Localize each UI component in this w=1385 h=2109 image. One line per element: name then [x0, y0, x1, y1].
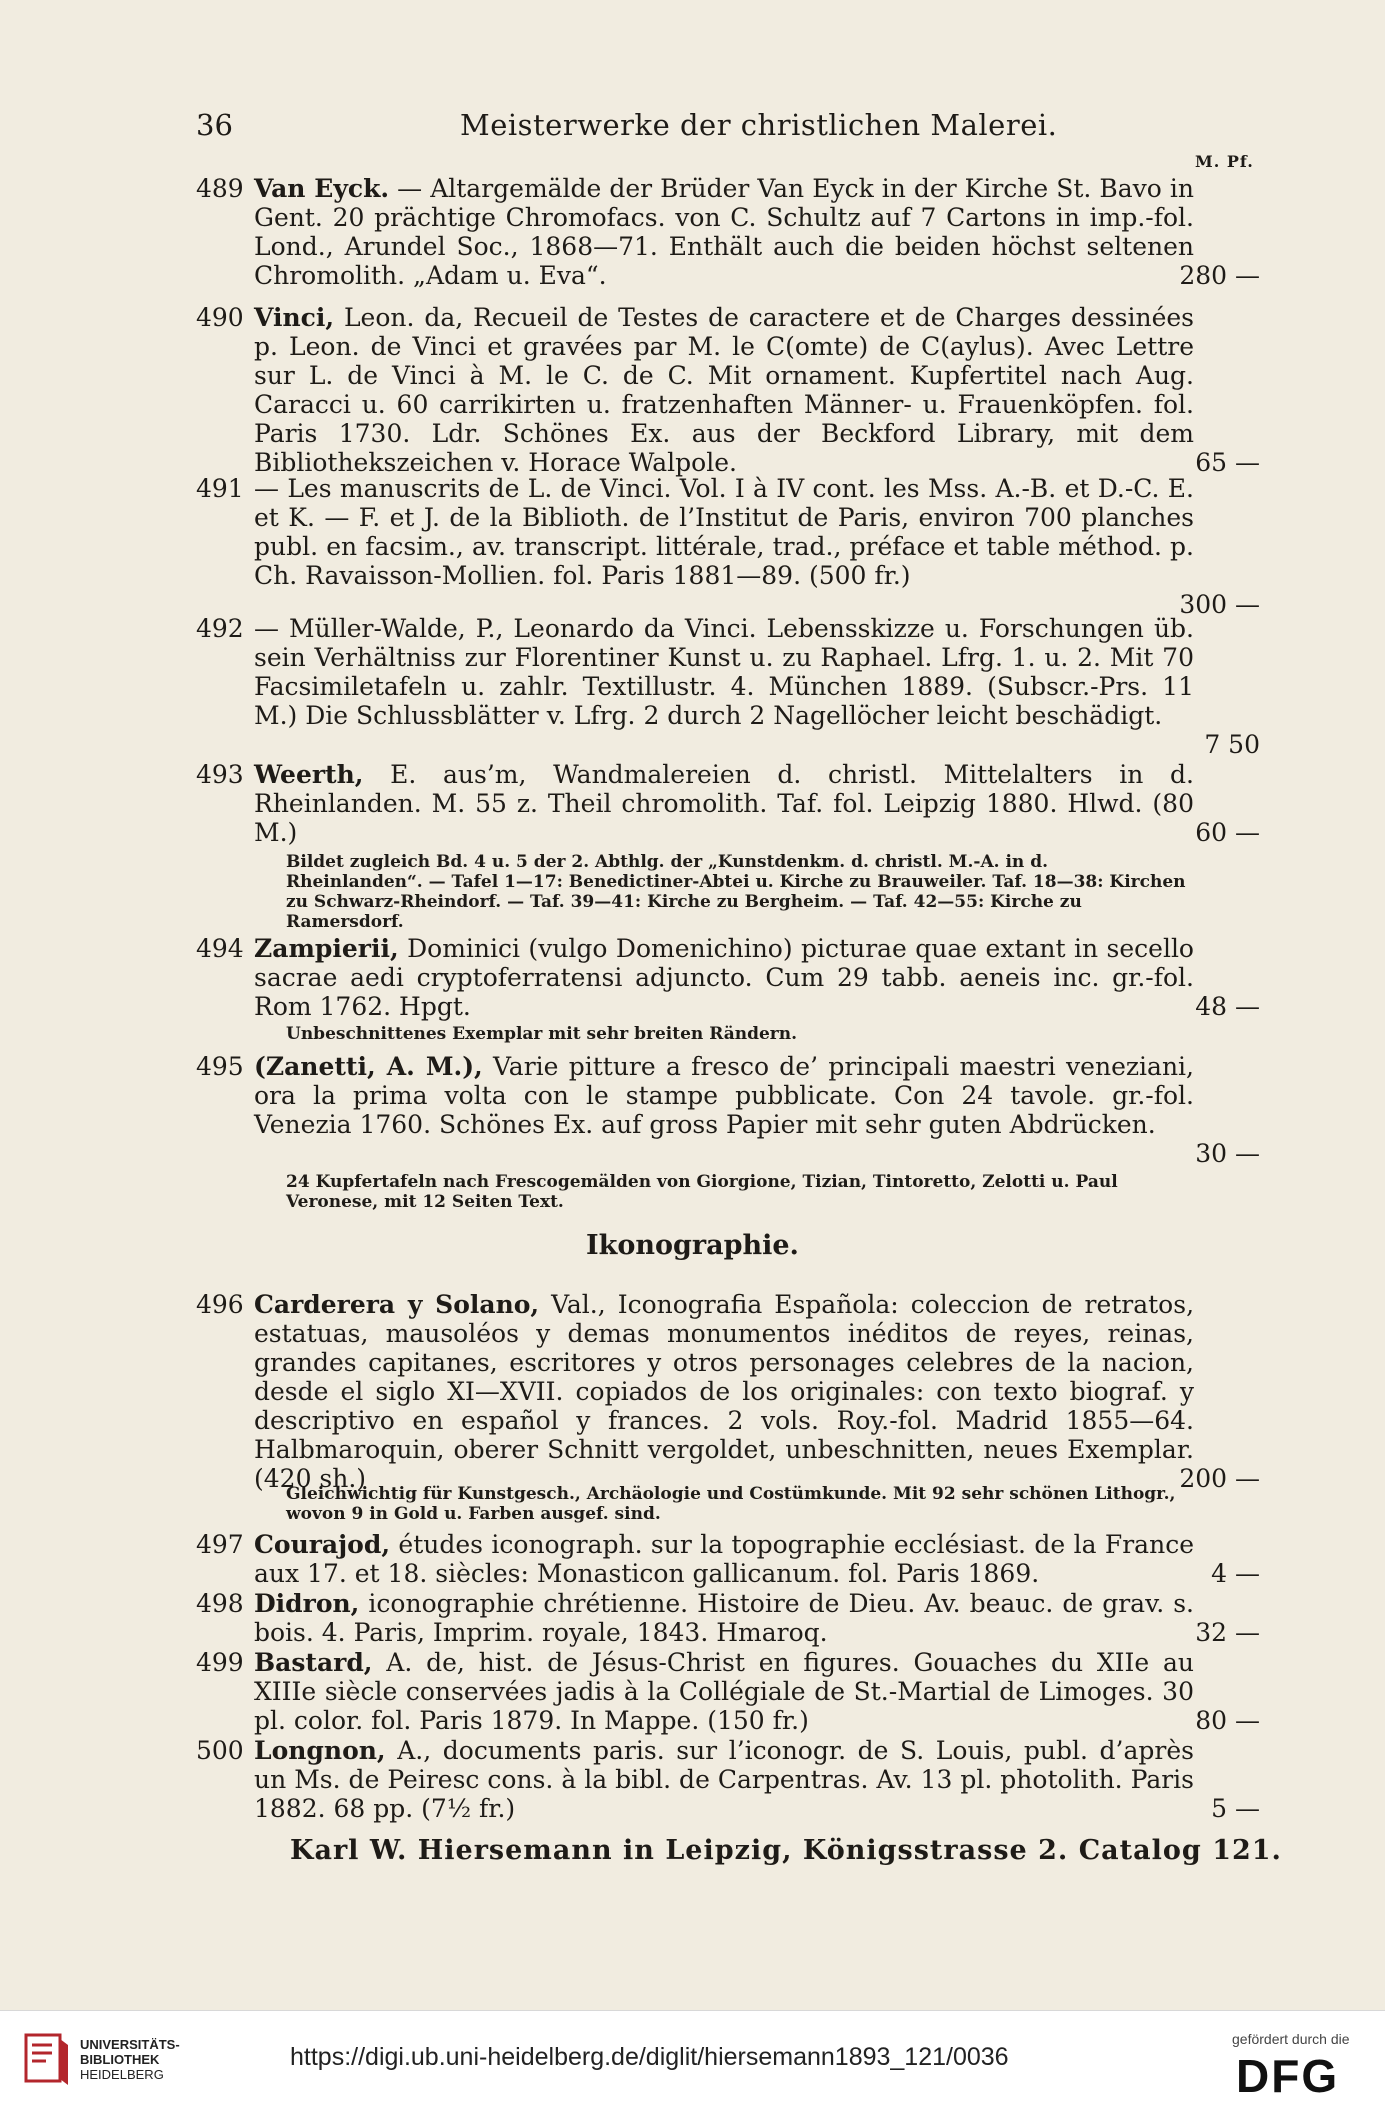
entry-author: Van Eyck.: [254, 174, 390, 203]
university-library-logo-icon: [22, 2029, 72, 2089]
entry-price: 48 —: [1195, 992, 1260, 1021]
entry-text: [254, 1290, 1194, 1493]
entry-author: Longnon,: [254, 1736, 386, 1765]
entry-description: Leon. da, Recueil de Testes de caractere et de Charges dessinées p. Leon. de Vinci et gravées par M. le C(omte) de C(aylus). Avec Lettre sur L. de Vinci à M. le C. de C. Mit ornament. Kupfertitel nach Aug. Caracci u. 60 carrikirten u. fratzenhaften Männer- u. Frauenköpfen. fol. Paris 1730. Ldr. Schönes Ex. aus der Beckford Library, mit dem Bibliothekszeichen v. Horace Walpole.: [254, 303, 1194, 477]
entry-number: 495: [196, 1052, 244, 1081]
entry-text: [254, 760, 1194, 847]
entry-description: Varie pitture a fresco de’ principali maestri veneziani, ora la prima volta con le stampe pubblicate. Con 24 tavole. gr.-fol. Venezia 1760. Schönes Ex. auf gross Papier mit sehr guten Abdrücken.: [254, 1052, 1194, 1139]
entry-description: E. aus’m, Wandmalereien d. christl. Mittelalters in d. Rheinlanden. M. 55 z. Theil chromolith. Taf. fol. Leipzig 1880. Hlwd. (80 M.): [254, 760, 1194, 847]
entry-number: 491: [196, 474, 244, 503]
entry-number: 498: [196, 1589, 244, 1618]
entry-text: [254, 1530, 1194, 1588]
entry-author: Zampierii,: [254, 934, 399, 963]
entry-note: Unbeschnittenes Exemplar mit sehr breiten Rändern.: [286, 1024, 798, 1044]
entry-number: 496: [196, 1290, 244, 1319]
funded-by-label: gefördert durch die: [1232, 2031, 1350, 2047]
entry-price: 7 50: [1204, 730, 1260, 759]
footer-bar: [0, 2010, 1385, 2109]
library-name-line: UNIVERSITÄTS-: [80, 2037, 180, 2052]
entry-price: 5 —: [1211, 1794, 1260, 1823]
page-number: 36: [196, 108, 233, 142]
entry-number: 500: [196, 1736, 244, 1765]
entry-author: Bastard,: [254, 1648, 373, 1677]
entry-price: 80 —: [1195, 1706, 1260, 1735]
entry-text: [254, 1589, 1194, 1647]
entry-text: [254, 474, 1194, 590]
entry-text: [254, 303, 1194, 477]
running-head: [196, 108, 1186, 148]
entry-number: 492: [196, 614, 244, 643]
entry-number: 494: [196, 934, 244, 963]
entry-author: Weerth,: [254, 760, 364, 789]
library-name-line: HEIDELBERG: [80, 2067, 164, 2082]
entry-price: 60 —: [1195, 818, 1260, 847]
entry-description: — Müller-Walde, P., Leonardo da Vinci. Lebensskizze u. Forschungen üb. sein Verhältniss zur Florentiner Kunst u. zu Raphael. Lfrg. 1. u. 2. Mit 70 Facsimiletafeln u. zahlr. Textillustr. 4. München 1889. (Subscr.-Prs. 11 M.) Die Schlussblätter v. Lfrg. 2 durch 2 Nagellöcher leicht beschädigt.: [254, 614, 1194, 730]
entry-description: A., documents paris. sur l’iconogr. de S. Louis, publ. d’après un Ms. de Peiresc cons. à la bibl. de Carpentras. Av. 13 pl. photolith. Paris 1882. 68 pp. (7½ fr.): [254, 1736, 1194, 1823]
entry-description: iconographie chrétienne. Histoire de Dieu. Av. beauc. de grav. s. bois. 4. Paris, Imprim. royale, 1843. Hmaroq.: [254, 1589, 1194, 1647]
entry-text: [254, 1052, 1194, 1139]
entry-note: 24 Kupfertafeln nach Frescogemälden von Giorgione, Tizian, Tintoretto, Zelotti u. Paul Veronese, mit 12 Seiten Text.: [286, 1172, 1118, 1212]
dfg-logo: DFG: [1236, 2050, 1340, 2102]
entry-text: [254, 614, 1194, 730]
entry-price: 280 —: [1179, 261, 1260, 290]
entry-description: Dominici (vulgo Domenichino) picturae quae extant in secello sacrae aedi cryptoferratensi adjuncto. Cum 29 tabb. aeneis inc. gr.-fol. Rom 1762. Hpgt.: [254, 934, 1194, 1021]
permalink-url[interactable]: https://digi.ub.uni-heidelberg.de/diglit/hiersemann1893_121/0036: [290, 2043, 1009, 2071]
price-column-header: M. Pf.: [1195, 152, 1254, 171]
entry-description: études iconograph. sur la topographie ecclésiast. de la France aux 17. et 18. siècles: Monasticon gallicanum. fol. Paris 1869.: [254, 1530, 1194, 1588]
entry-text: [254, 174, 1194, 290]
entry-text: [254, 1648, 1194, 1735]
entry-number: 497: [196, 1530, 244, 1559]
entry-price: 30 —: [1195, 1139, 1260, 1168]
library-name-line: BIBLIOTHEK: [80, 2052, 160, 2067]
entry-description: Val., Iconografia Española: coleccion de retratos, estatuas, mausoléos y demas monumentos inéditos de reyes, reinas, grandes capitanes, escritores y otros personages celebres de la nacion, desde el siglo XI—XVII. copiados de los originales: con texto biograf. y descriptivo en español y frances. 2 vols. Roy.-fol. Madrid 1855—64. Halbmaroquin, oberer Schnitt vergoldet, unbeschnitten, neues Exemplar. (420 sh.): [254, 1290, 1195, 1493]
entry-price: 200 —: [1179, 1464, 1260, 1493]
entry-number: 490: [196, 303, 244, 332]
entry-note: Gleichwichtig für Kunstgesch., Archäologie und Costümkunde. Mit 92 sehr schönen Lithogr., wovon 9 in Gold u. Farben ausgef. sind.: [286, 1484, 1176, 1524]
entry-price: 65 —: [1195, 448, 1260, 477]
entry-description: — Les manuscrits de L. de Vinci. Vol. I à IV cont. les Mss. A.-B. et D.-C. E. et K. — F. et J. de la Biblioth. de l’Institut de Paris, environ 700 planches publ. en facsim., av. transcript. littérale, trad., préface et table méthod. p. Ch. Ravaisson-Mollien. fol. Paris 1881—89. (500 fr.): [254, 474, 1194, 590]
entry-author: Didron,: [254, 1589, 360, 1618]
entry-number: 489: [196, 174, 244, 203]
entry-description: A. de, hist. de Jésus-Christ en figures. Gouaches du XIIe au XIIIe siècle conservées jadis à la Collégiale de St.-Martial de Limoges. 30 pl. color. fol. Paris 1879. In Mappe. (150 fr.): [254, 1648, 1194, 1735]
entry-note: Bildet zugleich Bd. 4 u. 5 der 2. Abthlg. der „Kunstdenkm. d. christl. M.-A. in d. Rheinlanden“. — Tafel 1—17: Benedictiner-Abtei u. Kirche zu Brauweiler. Taf. 18—38: Kirchen zu Schwarz-Rheindorf. — Taf. 39—41: Kirche zu Bergheim. — Taf. 42—55: Kirche zu Ramersdorf.: [286, 852, 1186, 932]
entry-text: [254, 1736, 1194, 1823]
entry-description: — Altargemälde der Brüder Van Eyck in der Kirche St. Bavo in Gent. 20 prächtige Chromofacs. von C. Schultz auf 7 Cartons in imp.-fol. Lond., Arundel Soc., 1868—71. Enthält auch die beiden höchst seltenen Chromolith. „Adam u. Eva“.: [254, 174, 1194, 290]
entry-author: (Zanetti, A. M.),: [254, 1052, 483, 1081]
entry-number: 493: [196, 760, 244, 789]
entry-number: 499: [196, 1648, 244, 1677]
entry-author: Vinci,: [254, 303, 335, 332]
entry-text: [254, 934, 1194, 1021]
section-heading: Ikonographie.: [586, 1230, 799, 1261]
entry-author: Carderera y Solano,: [254, 1290, 540, 1319]
publisher-line: Karl W. Hiersemann in Leipzig, Königsstrasse 2. Catalog 121.: [290, 1835, 1282, 1866]
entry-price: 32 —: [1195, 1618, 1260, 1647]
library-name: [80, 2037, 180, 2082]
entry-price: 300 —: [1179, 590, 1260, 619]
running-title: Meisterwerke der christlichen Malerei.: [460, 108, 1058, 142]
entry-price: 4 —: [1211, 1559, 1260, 1588]
entry-author: Courajod,: [254, 1530, 391, 1559]
